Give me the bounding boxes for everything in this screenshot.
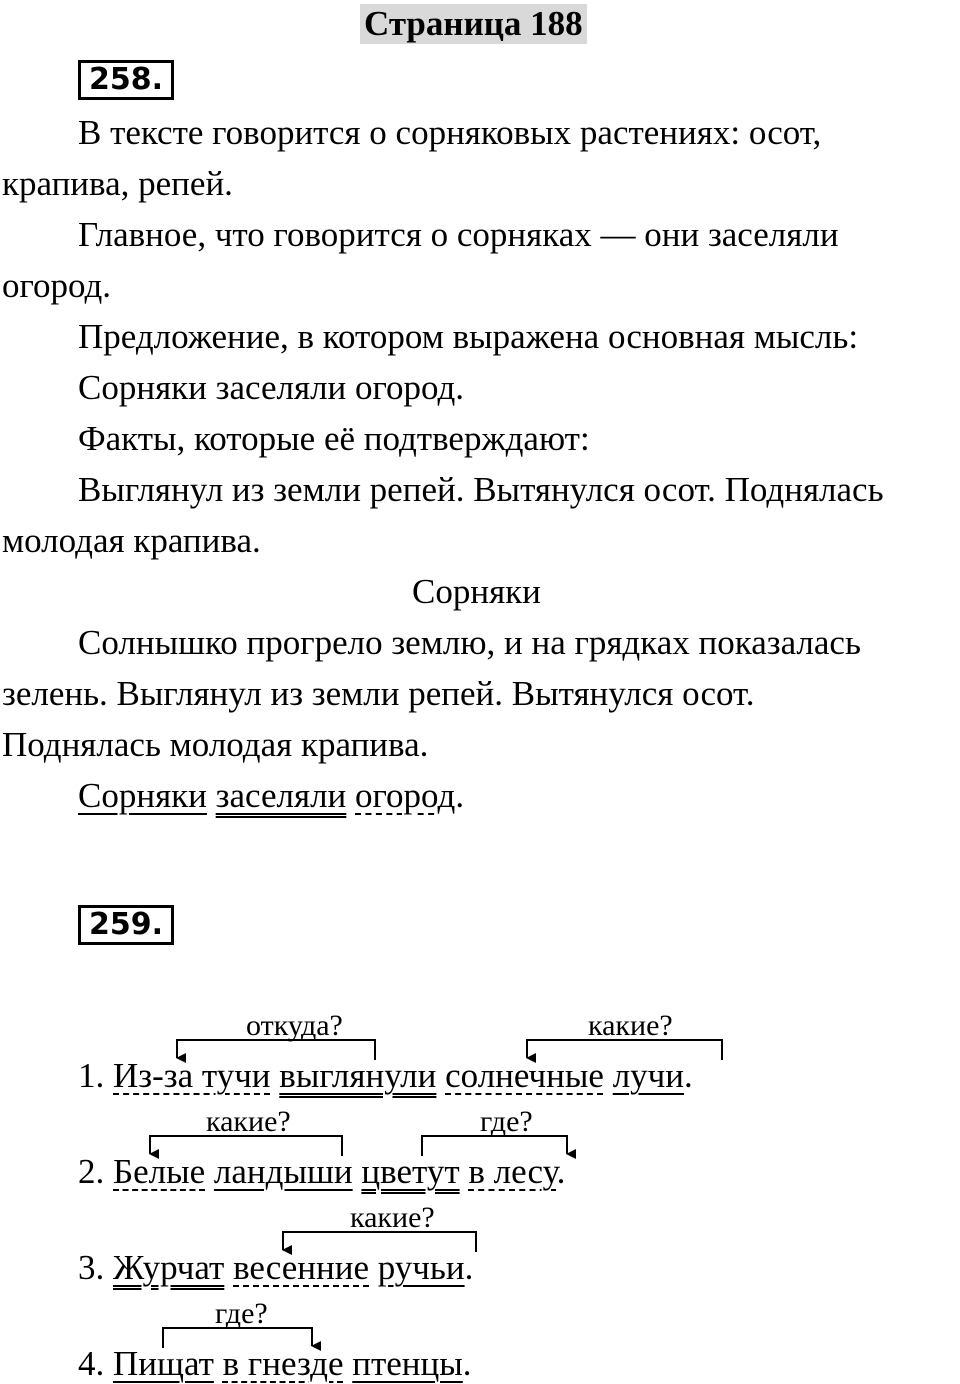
ex258-line-1: В тексте говорится о сорняковых растениях: осот, <box>78 113 822 152</box>
adverbial-word: в гнезде <box>222 1344 344 1383</box>
ex258-line-8: Выглянул из земли репей. Вытянулся осот. Поднялась <box>78 470 884 509</box>
attribute-word: Белые <box>113 1152 206 1191</box>
ex258-line-6: Сорняки заселяли огород. <box>78 368 465 407</box>
exercise-number-259: 259. <box>78 905 174 945</box>
ex259-sentence-3: 3. Журчат весенние ручьи. <box>78 1248 474 1287</box>
predicate-word: Пищат <box>113 1344 214 1383</box>
ex258-line-12: Поднялась молодая крапива. <box>2 725 429 764</box>
question-s2-2: где? <box>480 1105 533 1138</box>
ex258-line-9: молодая крапива. <box>2 521 261 560</box>
ex258-line-3: Главное, что говорится о сорняках — они заселяли <box>78 215 839 254</box>
ex258-heading: Сорняки <box>412 572 541 611</box>
subject-word: Сорняки <box>78 776 207 815</box>
predicate-word: цветут <box>361 1152 460 1191</box>
adverbial-word: в лесу <box>468 1152 557 1191</box>
predicate-word: Журчат <box>113 1248 225 1287</box>
question-s1-1: откуда? <box>246 1009 343 1042</box>
ex258-line-7: Факты, которые её подтверждают: <box>78 419 590 458</box>
ex258-main-sentence: Сорняки заселяли огород. <box>78 776 465 815</box>
ex259-sentence-1: 1. Из-за тучи выглянули солнечные лучи. <box>78 1056 693 1095</box>
adverbial-word: Из-за тучи <box>113 1056 271 1095</box>
question-s2-1: какие? <box>206 1105 291 1138</box>
question-s4-1: где? <box>215 1297 268 1330</box>
subject-word: ландыши <box>213 1152 353 1191</box>
ex258-line-10: Солнышко прогрело землю, и на грядках показалась <box>78 623 861 662</box>
question-s3-1: какие? <box>350 1201 435 1234</box>
ex258-line-2: крапива, репей. <box>2 164 233 203</box>
ex259-sentence-4: 4. Пищат в гнезде птенцы. <box>78 1344 472 1383</box>
attribute-word: весенние <box>233 1248 370 1287</box>
ex258-line-4: огород. <box>2 266 112 305</box>
page-title: Страница 188 <box>360 4 587 44</box>
exercise-number-258: 258. <box>78 60 174 100</box>
subject-word: птенцы <box>352 1344 463 1383</box>
subject-word: лучи <box>612 1056 685 1095</box>
ex258-line-5: Предложение, в котором выражена основная мысль: <box>78 317 859 356</box>
question-s1-2: какие? <box>588 1009 673 1042</box>
attribute-word: солнечные <box>445 1056 604 1095</box>
object-word: огород <box>355 776 456 815</box>
ex259-sentence-2: 2. Белые ландыши цветут в лесу. <box>78 1152 566 1191</box>
predicate-word: заселяли <box>215 776 347 815</box>
subject-word: ручьи <box>377 1248 465 1287</box>
ex258-line-11: зелень. Выглянул из земли репей. Вытянулся осот. <box>2 674 755 713</box>
predicate-word: выглянули <box>279 1056 437 1095</box>
